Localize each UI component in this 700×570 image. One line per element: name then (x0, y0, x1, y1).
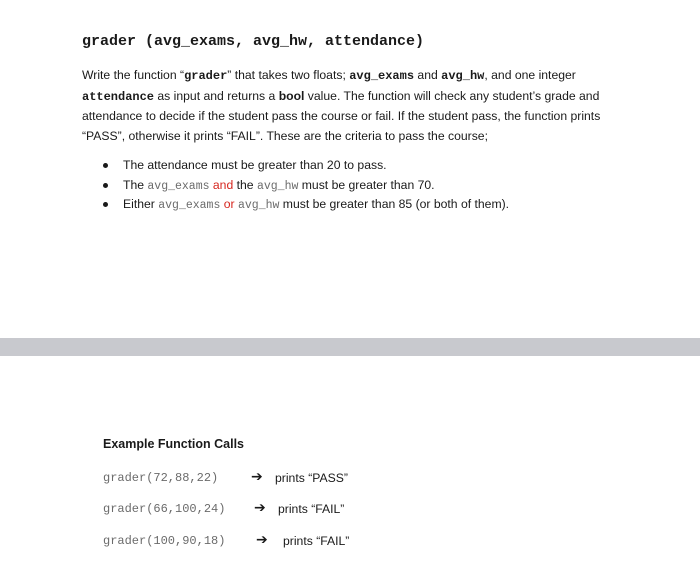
example-call-code: grader(66,100,24) (103, 502, 226, 516)
criteria-item-attendance (100, 156, 509, 176)
bullet-icon (103, 202, 108, 207)
example-call-code: grader(72,88,22) (103, 471, 219, 485)
code-avg-exams: avg_exams (147, 179, 210, 193)
code-avg-hw: avg_hw (237, 199, 280, 213)
code-avg-hw: avg_hw (256, 179, 299, 193)
right-arrow-icon: ➔ (256, 532, 268, 548)
criteria-text: must be greater than 70. (298, 177, 435, 192)
criteria-list (100, 156, 509, 215)
desc-text: ” that takes two floats; (227, 68, 350, 82)
function-description (82, 66, 630, 146)
desc-text: , and one integer (484, 68, 576, 82)
keyword-or: or (223, 197, 235, 212)
arg-avg-exams: avg_exams (349, 69, 415, 83)
bullet-icon (103, 163, 108, 168)
criteria-text: The (123, 177, 148, 192)
desc-text: and (414, 68, 442, 82)
func-name: grader (184, 69, 228, 83)
bool-keyword: bool (278, 88, 305, 103)
example-call-result: prints “PASS” (275, 471, 348, 485)
right-arrow-icon: ➔ (251, 469, 263, 485)
examples-heading: Example Function Calls (103, 437, 245, 451)
desc-text: as input and returns a (154, 88, 279, 103)
code-avg-exams: avg_exams (158, 199, 221, 213)
arg-attendance: attendance (82, 89, 155, 104)
criteria-text: The attendance must be greater than 20 to pass. (123, 158, 387, 172)
desc-text: Write the function “ (82, 68, 185, 82)
keyword-and: and (212, 177, 234, 192)
example-call-code: grader(100,90,18) (103, 534, 226, 548)
arg-avg-hw: avg_hw (441, 69, 485, 83)
criteria-text: the (233, 177, 257, 192)
example-call-result: prints “FAIL” (278, 502, 345, 516)
function-signature-title: grader (avg_exams, avg_hw, attendance) (82, 33, 425, 50)
example-call-result: prints “FAIL” (283, 534, 350, 548)
right-arrow-icon: ➔ (254, 500, 266, 516)
criteria-text: Either (123, 197, 159, 212)
desc-text: value. The function will check any student’s grade and attendance to decide if the student pass the course or fail. If the student pass, the function prints “PASS”, otherwise it prints “FAIL”. These are the criteria to pass the course; (82, 88, 601, 143)
criteria-item-both-above-70 (100, 176, 509, 196)
bullet-icon (103, 183, 108, 188)
page-divider (0, 338, 700, 356)
criteria-item-either-above-85 (100, 195, 509, 215)
criteria-text: must be greater than 85 (or both of them). (279, 197, 510, 212)
